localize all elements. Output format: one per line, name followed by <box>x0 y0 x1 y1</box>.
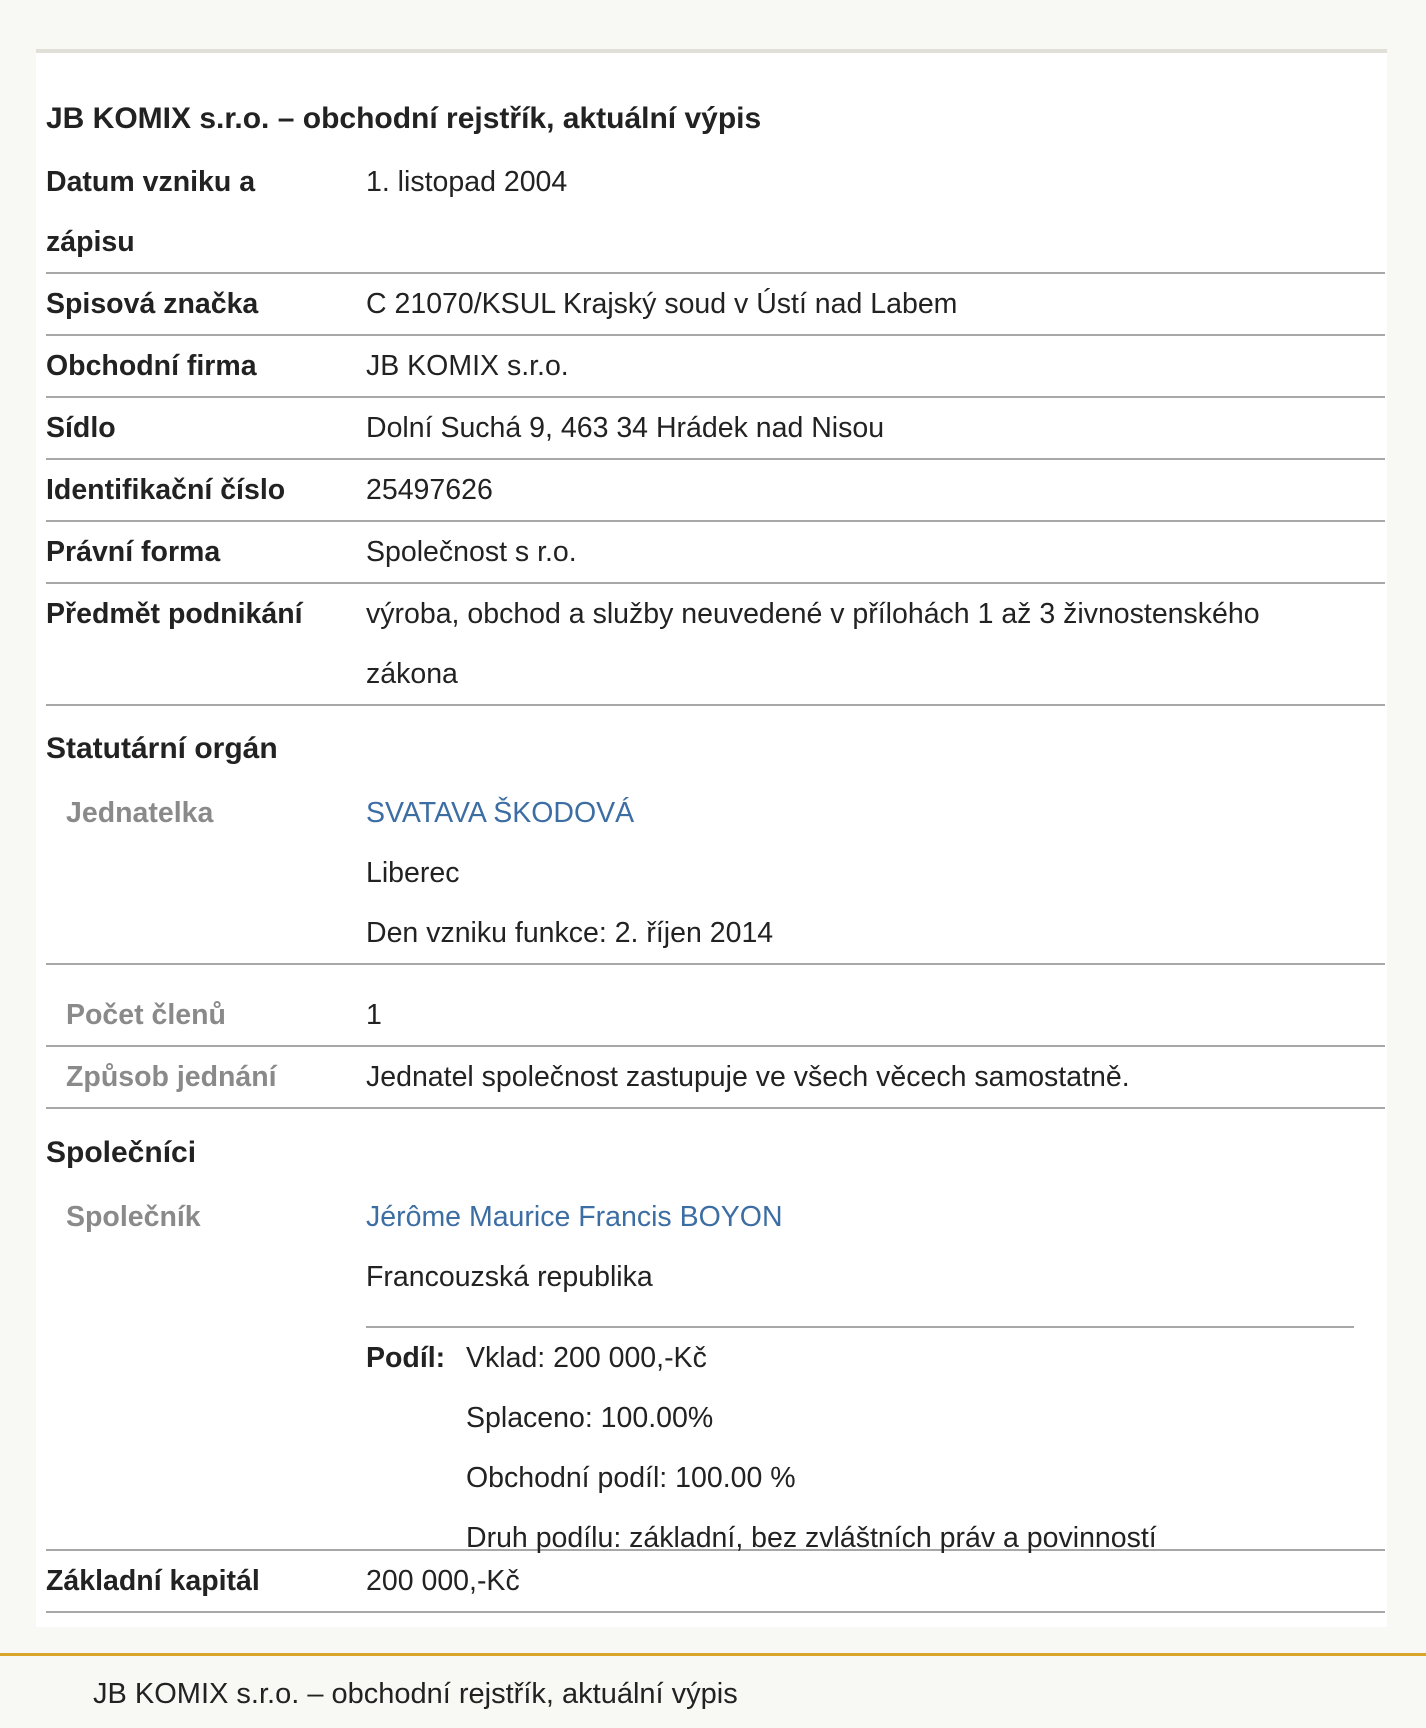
share-deposit: Vklad: 200 000,-Kč <box>466 1342 707 1374</box>
row-founding-date <box>46 152 1385 274</box>
share-values <box>466 1328 1157 1568</box>
row-company-name <box>46 336 1385 398</box>
file-mark-value: C 21070/KSUL Krajský soud v Ústí nad Labem <box>366 288 958 320</box>
company-name-value: JB KOMIX s.r.o. <box>366 350 569 382</box>
row-executive <box>46 783 1385 965</box>
partner-name-link[interactable]: Jérôme Maurice Francis BOYON <box>366 1201 783 1233</box>
business-value <box>366 584 1385 704</box>
business-label: Předmět podnikání <box>46 598 303 630</box>
share-paid: Splaceno: 100.00% <box>466 1402 714 1434</box>
row-legal-form <box>46 522 1385 584</box>
founding-label-line1: Datum vzniku a <box>46 166 256 198</box>
business-value-line2: zákona <box>366 658 458 690</box>
executive-city: Liberec <box>366 857 460 889</box>
executive-name-link[interactable]: SVATAVA ŠKODOVÁ <box>366 797 635 829</box>
partner-value <box>366 1187 1385 1307</box>
acting-method-label: Způsob jednání <box>66 1061 277 1093</box>
capital-value: 200 000,-Kč <box>366 1565 520 1597</box>
partner-country: Francouzská republika <box>366 1261 653 1293</box>
row-partner <box>46 1187 1385 1554</box>
row-seat <box>46 398 1385 460</box>
executive-label: Jednatelka <box>66 797 214 829</box>
row-file-mark <box>46 274 1385 336</box>
founding-value: 1. listopad 2004 <box>366 166 568 198</box>
partner-share <box>366 1326 1354 1554</box>
footer-divider <box>0 1653 1426 1656</box>
executive-since: Den vzniku funkce: 2. říjen 2014 <box>366 917 774 949</box>
row-ico <box>46 460 1385 522</box>
partners-heading: Společníci <box>46 1136 197 1169</box>
acting-method-value: Jednatel společnost zastupuje ve všech věcech samostatně. <box>366 1061 1130 1093</box>
seat-label: Sídlo <box>46 412 116 444</box>
executive-value <box>366 783 1385 963</box>
page-title: JB KOMIX s.r.o. – obchodní rejstřík, aktuální výpis <box>46 102 762 135</box>
business-value-line1: výroba, obchod a služby neuvedené v přílohách 1 až 3 živnostenského <box>366 598 1260 630</box>
founding-label <box>46 152 356 272</box>
row-capital <box>46 1551 1385 1613</box>
member-count-value: 1 <box>366 999 382 1031</box>
share-business-share: Obchodní podíl: 100.00 % <box>466 1462 796 1494</box>
founding-label-line2: zápisu <box>46 226 135 258</box>
ico-label: Identifikační číslo <box>46 474 286 506</box>
file-mark-label: Spisová značka <box>46 288 259 320</box>
footer-title: JB KOMIX s.r.o. – obchodní rejstřík, aktuální výpis <box>93 1678 738 1710</box>
row-acting-method <box>46 1047 1385 1109</box>
capital-label: Základní kapitál <box>46 1565 260 1597</box>
ico-value: 25497626 <box>366 474 493 506</box>
member-count-label: Počet členů <box>66 999 226 1031</box>
share-label: Podíl: <box>366 1342 446 1374</box>
seat-value: Dolní Suchá 9, 463 34 Hrádek nad Nisou <box>366 412 885 444</box>
company-name-label: Obchodní firma <box>46 350 257 382</box>
statutory-heading: Statutární orgán <box>46 732 278 765</box>
legal-form-value: Společnost s r.o. <box>366 536 577 568</box>
legal-form-label: Právní forma <box>46 536 221 568</box>
row-member-count <box>46 985 1385 1047</box>
row-business-subject <box>46 584 1385 706</box>
share-type: Druh podílu: základní, bez zvláštních práv a povinností <box>466 1522 1157 1554</box>
partner-label: Společník <box>66 1201 201 1233</box>
